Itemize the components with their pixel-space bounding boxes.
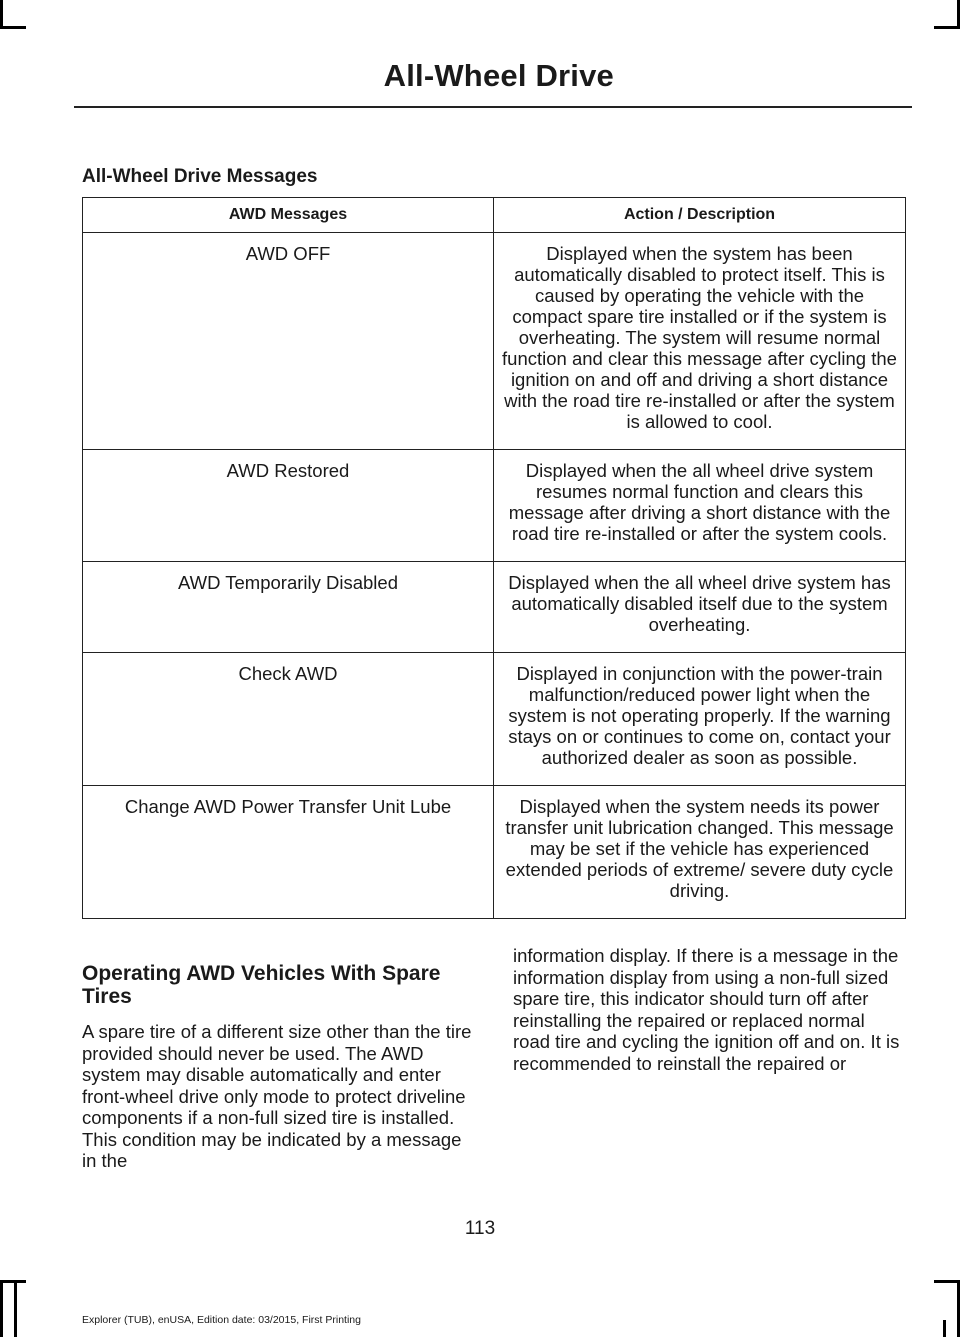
crop-mark bbox=[934, 26, 960, 29]
crop-mark bbox=[0, 1283, 3, 1337]
crop-mark bbox=[0, 1280, 26, 1283]
table-row bbox=[83, 786, 906, 919]
crop-mark bbox=[0, 26, 26, 29]
message-cell: AWD OFF bbox=[83, 233, 494, 450]
crop-mark bbox=[943, 1320, 946, 1337]
header-divider bbox=[74, 106, 912, 108]
table-header-row bbox=[83, 198, 906, 233]
description-cell: Displayed when the system has been automatically disabled to protect itself. This is caused by operating the vehicle with the compact spare tire installed or if the system is overheating. The system will resume normal function and clear this message after cycling the ignition on and off and driving a short distance with the road tire re-installed or after the system is allowed to cool. bbox=[494, 233, 906, 450]
footer-edition-info: Explorer (TUB), enUSA, Edition date: 03/2015, First Printing bbox=[82, 1314, 361, 1326]
section-title: All-Wheel Drive Messages bbox=[82, 166, 318, 187]
spare-tires-heading: Operating AWD Vehicles With Spare Tires bbox=[82, 962, 441, 1008]
spare-tires-text-left: A spare tire of a different size other than the tire provided should never be used. The AWD system may disable automatically and enter front-wheel drive only mode to protect driveline components if a non-full sized tire is installed. This condition may be indicated by a message in the bbox=[82, 1021, 472, 1171]
spare-tires-text-right: information display. If there is a message in the information display from using a non-full sized spare tire, this indicator should turn off after reinstalling the repaired or replaced normal road tire and cycling the ignition off and on. It is recommended to reinstall the repaired or bbox=[513, 945, 900, 1074]
page-header-title: All-Wheel Drive bbox=[383, 58, 614, 93]
table-row bbox=[83, 450, 906, 562]
description-cell: Displayed when the system needs its power transfer unit lubrication changed. This message may be set if the vehicle has experienced extended periods of extreme/ severe duty cycle driving. bbox=[494, 786, 906, 919]
message-cell: AWD Temporarily Disabled bbox=[83, 562, 494, 653]
column-header-messages: AWD Messages bbox=[83, 198, 494, 233]
page-number: 113 bbox=[464, 1218, 496, 1239]
column-header-description: Action / Description bbox=[494, 198, 906, 233]
description-cell: Displayed in conjunction with the power-train malfunction/reduced power light when the system is not operating properly. If the warning stays on or continues to come on, contact your authorized dealer as soon as possible. bbox=[494, 653, 906, 786]
description-cell: Displayed when the all wheel drive system resumes normal function and clears this message after driving a short distance with the road tire re-installed or after the system cools. bbox=[494, 450, 906, 562]
message-cell: AWD Restored bbox=[83, 450, 494, 562]
description-cell: Displayed when the all wheel drive system has automatically disabled itself due to the system overheating. bbox=[494, 562, 906, 653]
message-cell: Change AWD Power Transfer Unit Lube bbox=[83, 786, 494, 919]
message-cell: Check AWD bbox=[83, 653, 494, 786]
crop-mark bbox=[14, 1283, 17, 1337]
table-row bbox=[83, 233, 906, 450]
table-row bbox=[83, 653, 906, 786]
awd-messages-table bbox=[82, 197, 906, 919]
table-row bbox=[83, 562, 906, 653]
crop-mark bbox=[0, 0, 3, 26]
